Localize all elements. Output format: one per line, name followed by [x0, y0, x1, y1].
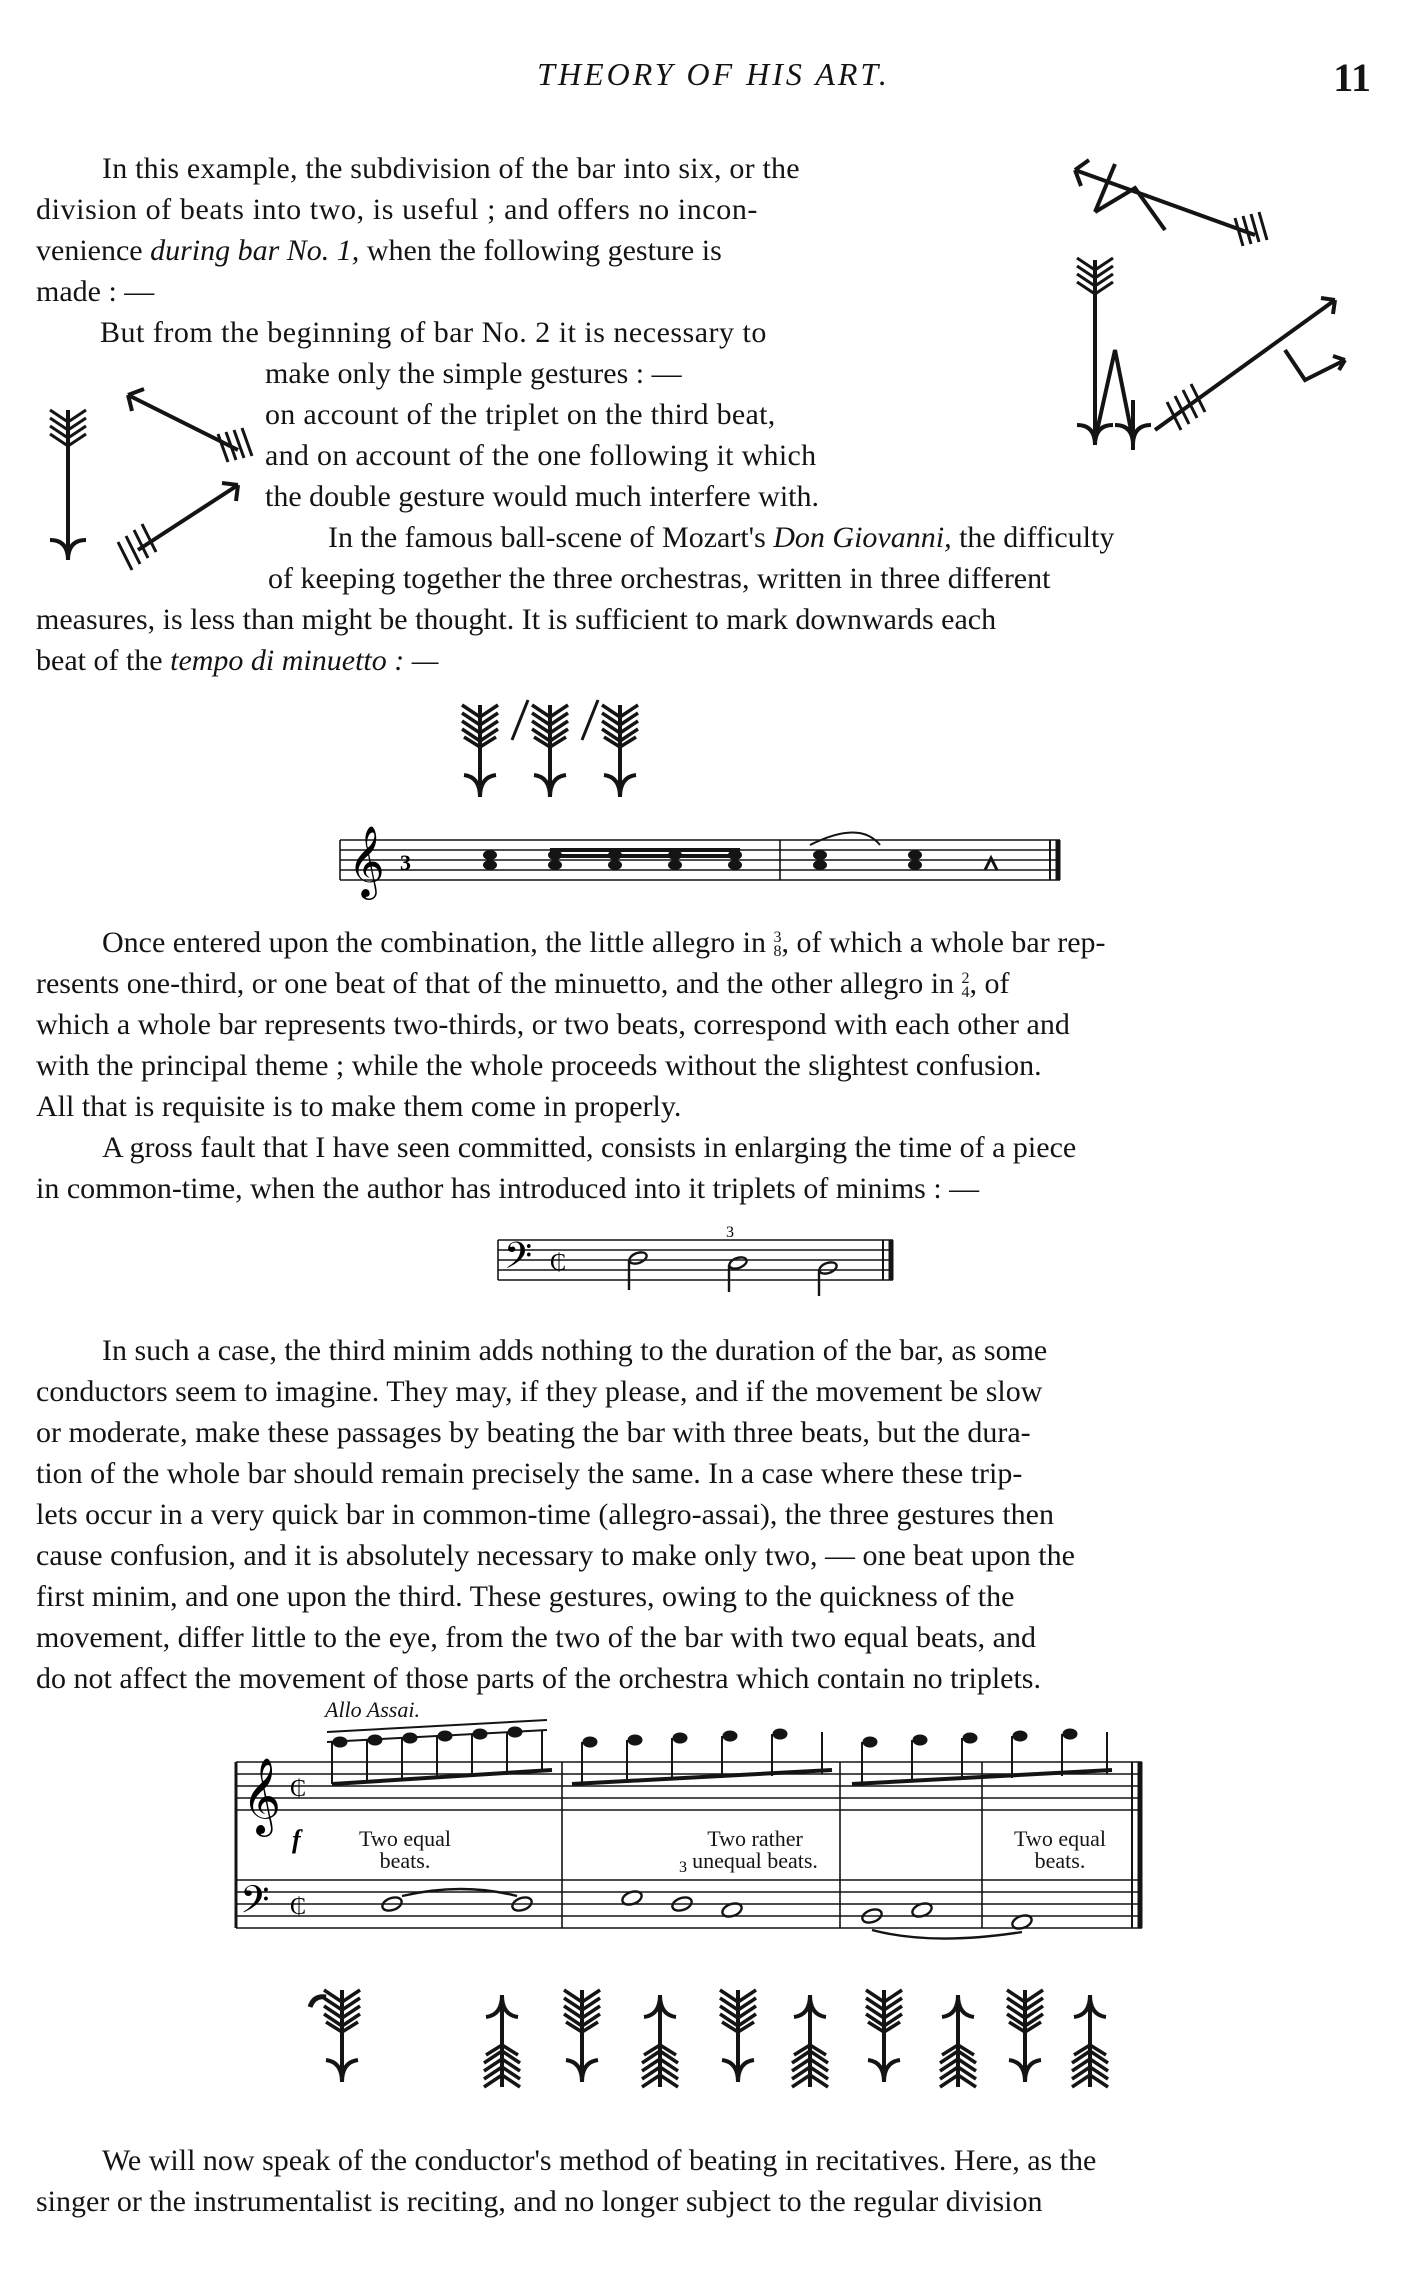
p3-line-4-emph: tempo di minuetto : —	[170, 644, 439, 677]
p6-line-8: movement, differ little to the eye, from the two of the bar with two equal beats, and	[36, 1621, 1036, 1654]
running-header: THEORY OF HIS ART.	[537, 56, 890, 92]
cut-time-icon: ₵	[550, 1250, 567, 1276]
p6-line-4: tion of the whole bar should remain precisely the same. In a case where these trip-	[36, 1457, 1023, 1490]
bass-clef-icon-2: 𝄢	[240, 1877, 270, 1931]
p3-line-1a: In the famous ball-scene of Mozart's	[328, 521, 774, 554]
arrow-up-1	[484, 1995, 520, 2087]
p4-line-3: which a whole bar represents two-thirds, or two beats, correspond with each other and	[36, 1008, 1070, 1041]
bass-clef-icon: 𝄢	[504, 1235, 533, 1286]
p7-line-1: We will now speak of the conductor's method of beating in recitatives. Here, as the	[102, 2144, 1097, 2177]
frac2-num: 2	[961, 970, 970, 988]
p6-line-5: lets occur in a very quick bar in common-time (allegro-assai), the three gestures then	[36, 1498, 1054, 1531]
p4-line-1a: Once entered upon the combination, the little allegro in	[102, 926, 774, 959]
label2-line-a: Two rather	[707, 1826, 803, 1851]
frac1-num: 3	[773, 929, 782, 947]
music-example-1	[340, 824, 1080, 920]
p1-line-1: In this example, the subdivision of the bar into six, or the	[102, 152, 800, 185]
p1-line-2: division of beats into two, is useful ; and offers no incon-	[36, 193, 759, 226]
music-example-2	[498, 1224, 918, 1300]
time-signature: 3	[400, 850, 411, 875]
p3-line-1-emph: Don Giovanni,	[773, 521, 952, 554]
paragraph-2	[100, 312, 767, 353]
p3-line-1	[328, 517, 1114, 558]
triplet-mark: 3	[726, 1224, 734, 1241]
label-two-unequal-beats	[665, 1828, 845, 1872]
p2-line-2: make only the simple gestures : —	[265, 357, 682, 390]
fraction-2-4	[962, 972, 970, 1000]
p2-line-4: and on account of the one following it which	[265, 439, 817, 472]
p4-line-2	[36, 963, 1106, 1004]
p3-line-4	[36, 640, 996, 681]
frac1-den: 8	[773, 943, 782, 961]
triplet-mark-2: 3	[679, 1859, 687, 1876]
p5-line-2: in common-time, when the author has introduced into it triplets of minims : —	[36, 1172, 980, 1205]
p3-line-1c: the difficulty	[951, 521, 1115, 554]
p4-line-2b: , of	[969, 967, 1010, 1000]
paragraph-7	[36, 2140, 1096, 2222]
arrow-down-4	[866, 1990, 902, 2082]
cut-time-icon-upper: ₵	[290, 1776, 307, 1802]
p1-line-4: made : —	[36, 275, 155, 308]
p4-line-5: All that is requisite is to make them come in properly.	[36, 1090, 682, 1123]
label-two-equal-beats-2	[985, 1828, 1135, 1872]
page-number: 11	[1333, 55, 1371, 100]
paragraph-5	[36, 1127, 1076, 1209]
p6-line-9: do not affect the movement of those parts of the orchestra which contain no triplets.	[36, 1662, 1041, 1695]
p2-line-3: on account of the triplet on the third beat,	[265, 398, 776, 431]
p1-line-3	[36, 230, 1011, 271]
paragraph-3-rest	[36, 599, 996, 681]
p1-line-3-emph: during bar No. 1,	[150, 234, 360, 267]
p2-line-5: the double gesture would much interfere with.	[265, 480, 820, 513]
arrow-up-3	[792, 1995, 828, 2087]
p3-line-2: of keeping together the three orchestras, written in three different	[268, 562, 1051, 595]
p1-line-3a: venience	[36, 234, 151, 267]
paragraph-2-cont	[265, 353, 819, 517]
arrow-down-1	[324, 1990, 360, 2082]
p3-line-4a: beat of the	[36, 644, 171, 677]
paragraph-1	[36, 148, 1011, 312]
p6-line-6: cause confusion, and it is absolutely necessary to make only two, — one beat upon the	[36, 1539, 1075, 1572]
p2-line-1: But from the beginning of bar No. 2 it is necessary to	[100, 316, 767, 349]
arrow-down-5	[1007, 1990, 1043, 2082]
label1-line-b: beats.	[379, 1848, 431, 1873]
p4-line-1	[36, 922, 1106, 963]
p4-line-1b: , of which a whole bar rep-	[781, 926, 1106, 959]
arrow-up-2	[642, 1995, 678, 2087]
arrow-down-3	[720, 1990, 756, 2082]
treble-clef-icon: 𝄞	[348, 824, 385, 897]
paragraph-3-line-1	[328, 517, 1114, 558]
label-two-equal-beats-1	[330, 1828, 480, 1872]
paragraph-4	[36, 922, 1106, 1127]
paragraph-3-line-2	[268, 558, 1050, 599]
label3-line-b: beats.	[1034, 1848, 1086, 1873]
gesture-diagram-double	[1055, 150, 1375, 480]
frac2-den: 4	[961, 984, 970, 1002]
minuetto-arrows	[440, 700, 640, 810]
label3-line-a: Two equal	[1014, 1826, 1106, 1851]
cut-time-icon-lower: ₵	[290, 1894, 307, 1920]
dynamic-forte: f	[292, 1825, 301, 1854]
p6-line-3: or moderate, make these passages by beating the bar with three beats, but the dura-	[36, 1416, 1031, 1449]
arrow-up-5	[1072, 1995, 1108, 2087]
p4-line-2a: resents one-third, or one beat of that of the minuetto, and the other allegro in	[36, 967, 962, 1000]
p1-line-3c: when the following gesture is	[359, 234, 722, 267]
gesture-diagram-simple	[38, 380, 268, 580]
arrow-down-2	[564, 1990, 600, 2082]
beat-arrows-row	[290, 1985, 1150, 2105]
p4-line-4: with the principal theme ; while the whole proceeds without the slightest confusion.	[36, 1049, 1042, 1082]
treble-clef-icon-2: 𝄞	[242, 1757, 282, 1834]
p5-line-1: A gross fault that I have seen committed, consists in enlarging the time of a piece	[102, 1131, 1077, 1164]
paragraph-6	[36, 1330, 1075, 1699]
p3-line-3: measures, is less than might be thought. It is sufficient to mark downwards each	[36, 603, 997, 636]
p7-line-2: singer or the instrumentalist is reciting, and no longer subject to the regular division	[36, 2185, 1043, 2218]
p6-line-7: first minim, and one upon the third. These gestures, owing to the quickness of the	[36, 1580, 1015, 1613]
label2-line-b: unequal beats.	[692, 1848, 818, 1873]
p6-line-2: conductors seem to imagine. They may, if they please, and if the movement be slow	[36, 1375, 1043, 1408]
tempo-mark: Allo Assai.	[325, 1697, 420, 1722]
p6-line-1: In such a case, the third minim adds nothing to the duration of the bar, as some	[102, 1334, 1048, 1367]
label1-line-a: Two equal	[359, 1826, 451, 1851]
arrow-up-4	[940, 1995, 976, 2087]
